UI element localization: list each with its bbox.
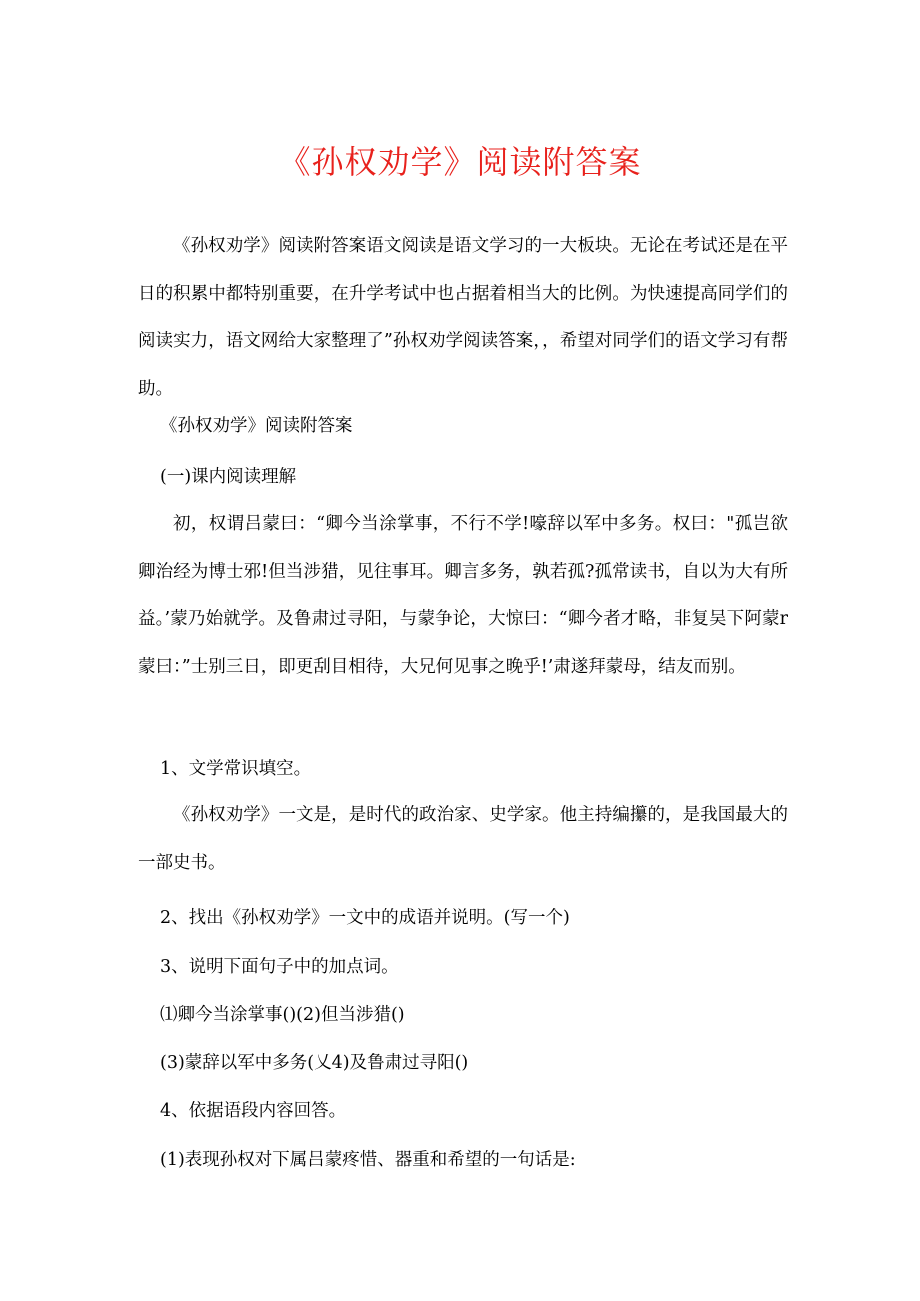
question-4: 4、依据语段内容回答。	[160, 1101, 347, 1121]
question-3a: ⑴卿今当涂掌事()(2)但当涉猎()	[160, 1005, 405, 1025]
question-3b: (3)蒙辞以军中多务(乂4)及鲁肃过寻阳()	[160, 1053, 469, 1073]
intro-paragraph: 《孙权劝学》阅读附答案语文阅读是语文学习的一大板块。无论在考试还是在平日的积累中都特别重要，在升学考试中也占据着相当大的比例。为快速提高同学们的阅读实力，语文网给大家整理了”孙权劝学阅读答案，，希望对同学们的语文学习有帮助。	[138, 236, 788, 399]
document-title: 《孙权劝学》阅读附答案	[278, 143, 642, 181]
question-3: 3、说明下面句子中的加点词。	[160, 957, 399, 977]
question-4-1: (1)表现孙权对下属吕蒙疼惜、器重和希望的一句话是:	[160, 1150, 576, 1170]
question-1-text: 《孙权劝学》一文是，是时代的政治家、史学家。他主持编攥的，是我国最大的一部史书。	[138, 805, 788, 873]
question-1: 1、文学常识填空。	[160, 759, 312, 779]
passage-paragraph: 初，权谓吕蒙曰：“卿今当涂掌事，不行不学!嚎辞以军中多务。权曰："孤岂欲卿治经为博士邪!但当涉猎，见往事耳。卿言多务，孰若孤?孤常读书，自以为大有所益。’蒙乃始就学。及鲁肃过寻阳，与蒙争论，大惊曰：“卿今者才略，非复吴下阿蒙r蒙曰：”士别三日，即更刮目相待，大兄何见事之晚乎!’肃遂拜蒙母，结友而别。	[138, 514, 788, 677]
question-2: 2、找出《孙权劝学》一文中的成语并说明。(写一个)	[160, 908, 570, 928]
subtitle: 《孙权劝学》阅读附答案	[160, 416, 353, 436]
section-heading: (一)课内阅读理解	[160, 467, 297, 487]
